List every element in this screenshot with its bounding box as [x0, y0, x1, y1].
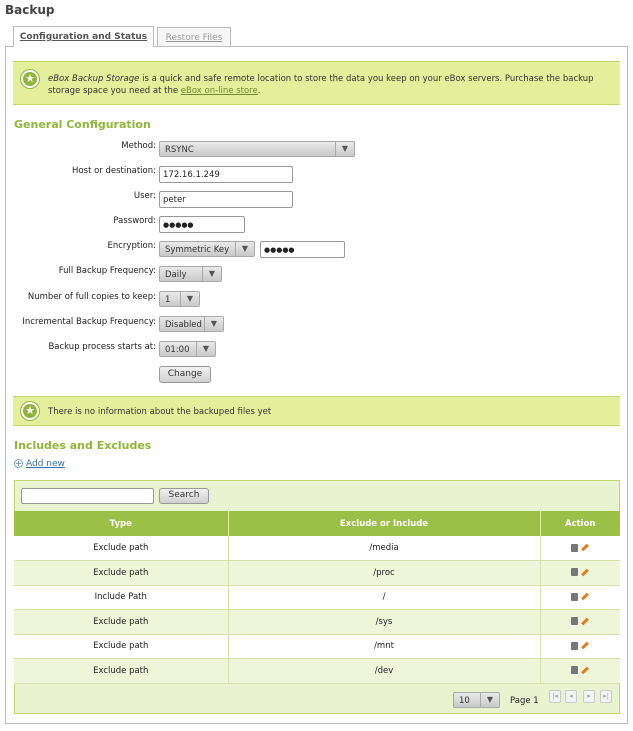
add-icon: + — [15, 459, 22, 468]
column-header-action: Action — [540, 511, 620, 536]
includes-table — [14, 511, 620, 684]
star-badge-icon: ★ — [21, 70, 39, 88]
backup-info-text: There is no information about the backuped files yet — [48, 407, 272, 417]
table-row — [14, 561, 620, 586]
start-time-label: Backup process starts at: — [48, 342, 156, 352]
password-input[interactable]: ●●●●● — [159, 216, 245, 233]
start-time-select[interactable] — [159, 341, 216, 357]
page-indicator: Page 1 — [510, 696, 539, 706]
method-value: RSYNC — [165, 145, 194, 155]
incremental-frequency-select[interactable] — [159, 316, 224, 332]
copies-select[interactable] — [159, 291, 200, 307]
row-type: Exclude path — [14, 610, 228, 635]
chevron-down-icon: ▼ — [202, 267, 221, 281]
pencil-icon[interactable] — [581, 593, 589, 601]
first-page-icon[interactable]: |◂ — [549, 690, 561, 703]
column-header-exclude-or-include[interactable]: Exclude or Include — [228, 511, 540, 536]
chevron-down-icon: ▼ — [196, 342, 215, 356]
trash-icon[interactable] — [571, 666, 578, 674]
general-configuration-title: General Configuration — [14, 118, 151, 131]
chevron-down-icon: ▼ — [235, 242, 254, 256]
row-path: /proc — [228, 561, 540, 586]
row-actions — [540, 585, 620, 610]
storage-note — [13, 61, 620, 105]
chevron-down-icon: ▼ — [335, 142, 354, 156]
trash-icon[interactable] — [571, 642, 578, 650]
encryption-value: Symmetric Key — [165, 245, 230, 255]
storage-note-end: . — [257, 86, 261, 96]
row-actions — [540, 634, 620, 659]
full-frequency-value: Daily — [165, 270, 187, 280]
row-actions — [540, 610, 620, 635]
tab-configuration-and-status[interactable]: Configuration and Status — [13, 26, 154, 47]
encryption-select[interactable] — [159, 241, 255, 257]
method-select[interactable] — [159, 141, 355, 157]
row-path: / — [228, 585, 540, 610]
backup-info-note — [13, 396, 620, 426]
full-frequency-select[interactable] — [159, 266, 222, 282]
trash-icon[interactable] — [571, 593, 578, 601]
storage-note-product: eBox Backup Storage — [48, 74, 140, 84]
row-path: /sys — [228, 610, 540, 635]
copies-label: Number of full copies to keep: — [27, 292, 156, 302]
row-actions — [540, 536, 620, 561]
pencil-icon[interactable] — [581, 568, 589, 576]
method-label: Method: — [121, 141, 156, 151]
row-path: /mnt — [228, 634, 540, 659]
add-new-link[interactable] — [14, 459, 65, 469]
page-size-value: 10 — [459, 696, 470, 706]
previous-page-icon[interactable]: ◂ — [565, 690, 577, 703]
pencil-icon[interactable] — [581, 544, 589, 552]
next-page-icon[interactable]: ▸ — [583, 690, 595, 703]
search-input[interactable] — [21, 488, 154, 504]
row-path: /media — [228, 536, 540, 561]
pencil-icon[interactable] — [581, 666, 589, 674]
encryption-key-input[interactable]: ●●●●● — [260, 241, 345, 258]
table-header-row — [14, 511, 620, 536]
storage-note-text — [48, 73, 613, 97]
host-input[interactable]: 172.16.1.249 — [159, 166, 293, 183]
pencil-icon[interactable] — [581, 617, 589, 625]
start-time-value: 01:00 — [165, 345, 190, 355]
search-button[interactable]: Search — [159, 488, 209, 504]
row-type: Exclude path — [14, 634, 228, 659]
row-type: Exclude path — [14, 536, 228, 561]
table-row — [14, 634, 620, 659]
user-label: User: — [133, 191, 156, 201]
add-new-label: Add new — [26, 459, 65, 469]
change-button[interactable]: Change — [159, 366, 211, 383]
pencil-icon[interactable] — [581, 642, 589, 650]
page-size-select[interactable] — [453, 692, 500, 708]
table-row — [14, 659, 620, 684]
column-header-type[interactable]: Type — [14, 511, 228, 536]
trash-icon[interactable] — [571, 617, 578, 625]
tab-restore-files[interactable]: Restore Files — [157, 27, 231, 47]
row-type: Exclude path — [14, 561, 228, 586]
trash-icon[interactable] — [571, 568, 578, 576]
incremental-frequency-value: Disabled — [165, 320, 202, 330]
row-path: /dev — [228, 659, 540, 684]
copies-value: 1 — [165, 295, 171, 305]
storage-note-body: is a quick and safe remote location to store the data you keep on your eBox servers. Purchase the backup storage space you need at the — [48, 74, 594, 96]
host-label: Host or destination: — [72, 166, 156, 176]
full-frequency-label: Full Backup Frequency: — [58, 266, 156, 276]
last-page-icon[interactable]: ▸| — [600, 690, 612, 703]
online-store-link[interactable]: eBox on-line store — [180, 86, 258, 96]
chevron-down-icon: ▼ — [180, 292, 199, 306]
user-input[interactable]: peter — [159, 191, 293, 208]
row-type: Exclude path — [14, 659, 228, 684]
row-type: Include Path — [14, 585, 228, 610]
table-row — [14, 610, 620, 635]
encryption-label: Encryption: — [107, 241, 156, 251]
chevron-down-icon: ▼ — [204, 317, 223, 331]
table-row — [14, 536, 620, 561]
table-row — [14, 585, 620, 610]
row-actions — [540, 561, 620, 586]
page-title: Backup — [5, 3, 55, 17]
incremental-frequency-label: Incremental Backup Frequency: — [22, 317, 156, 327]
star-badge-icon: ★ — [21, 402, 39, 420]
chevron-down-icon: ▼ — [480, 693, 499, 707]
password-label: Password: — [113, 216, 156, 226]
includes-excludes-title: Includes and Excludes — [14, 439, 152, 452]
row-actions — [540, 659, 620, 684]
trash-icon[interactable] — [571, 544, 578, 552]
